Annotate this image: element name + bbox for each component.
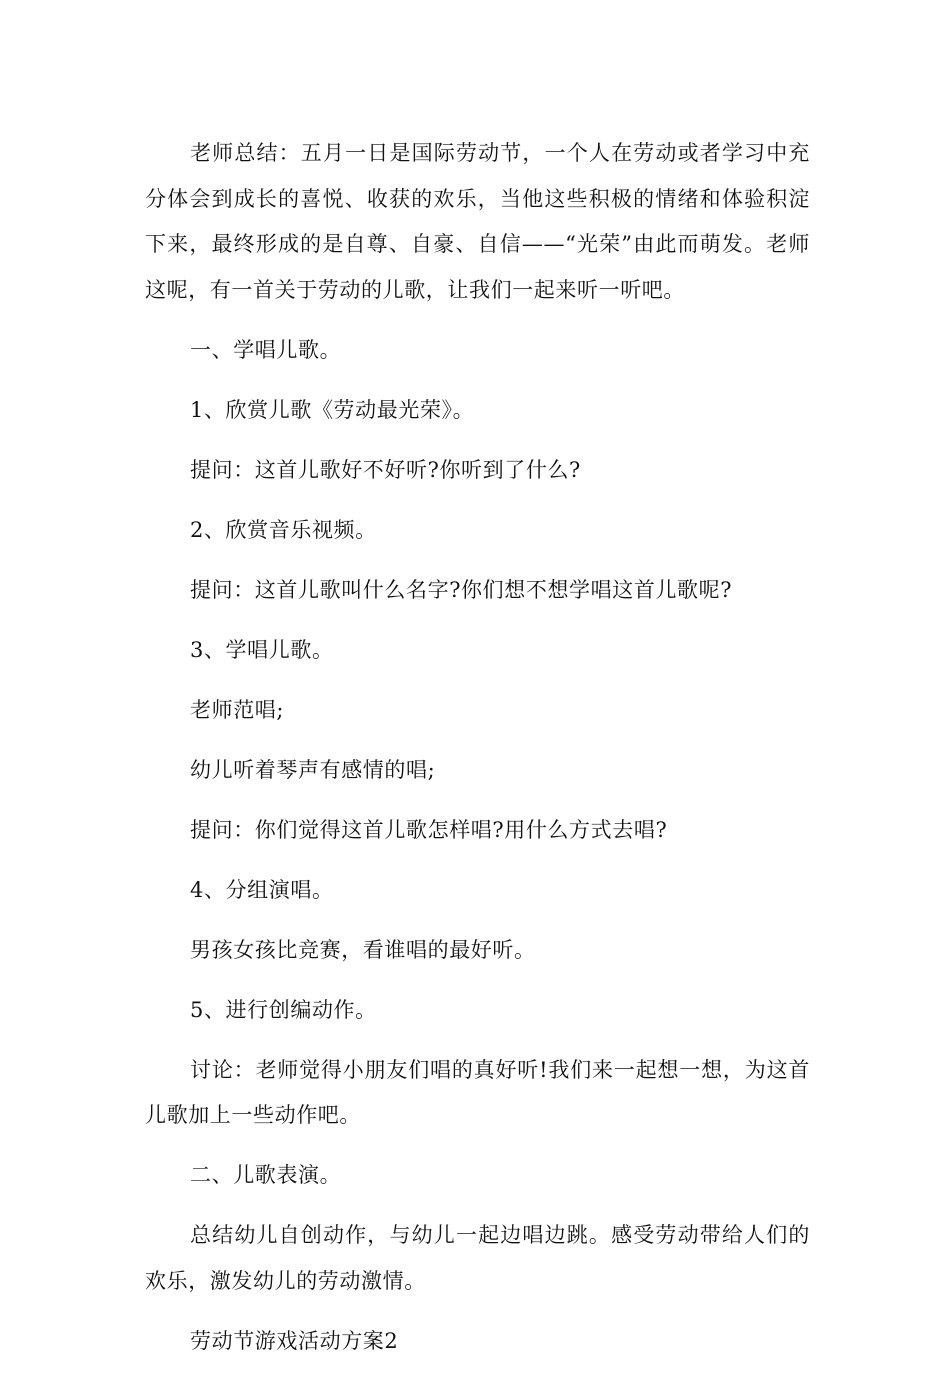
question-paragraph: 提问：这首儿歌好不好听?你听到了什么? bbox=[190, 457, 581, 482]
step-appreciate-song: 1、欣赏儿歌《劳动最光荣》。 bbox=[190, 397, 475, 422]
competition-paragraph: 男孩女孩比竞赛，看谁唱的最好听。 bbox=[190, 937, 536, 962]
next-plan-title: 劳动节游戏活动方案2 bbox=[190, 1328, 399, 1353]
paragraph-summary: 老师总结：五月一日是国际劳动节，一个人在劳动或者学习中充分体会到成长的喜悦、收获的欢乐，当他这些积极的情绪和体验积淀下来，最终形成的是自尊、自豪、自信——“光荣”由此而萌发。老师这呢，有一首关于劳动的儿歌，让我们一起来听一听吧。 bbox=[145, 141, 810, 302]
question-paragraph: 提问：这首儿歌叫什么名字?你们想不想学唱这首儿歌呢? bbox=[190, 577, 733, 602]
step-group-singing: 4、分组演唱。 bbox=[190, 877, 334, 902]
step-create-actions: 5、进行创编动作。 bbox=[190, 997, 377, 1022]
children-sing-paragraph: 幼儿听着琴声有感情的唱; bbox=[190, 757, 436, 782]
closing-summary-paragraph: 总结幼儿自创动作，与幼儿一起边唱边跳。感受劳动带给人们的欢乐，激发幼儿的劳动激情。 bbox=[145, 1223, 810, 1293]
section-heading-performance: 二、儿歌表演。 bbox=[190, 1163, 342, 1187]
section-heading-learn-song: 一、学唱儿歌。 bbox=[190, 337, 342, 362]
discussion-paragraph: 讨论：老师觉得小朋友们唱的真好听!我们来一起想一想，为这首儿歌加上一些动作吧。 bbox=[145, 1057, 810, 1127]
document-body bbox=[145, 131, 810, 1379]
step-learn-singing: 3、学唱儿歌。 bbox=[190, 637, 334, 662]
teacher-demo-paragraph: 老师范唱; bbox=[190, 697, 285, 722]
step-appreciate-video: 2、欣赏音乐视频。 bbox=[190, 517, 377, 542]
question-paragraph: 提问：你们觉得这首儿歌怎样唱?用什么方式去唱? bbox=[190, 817, 668, 842]
